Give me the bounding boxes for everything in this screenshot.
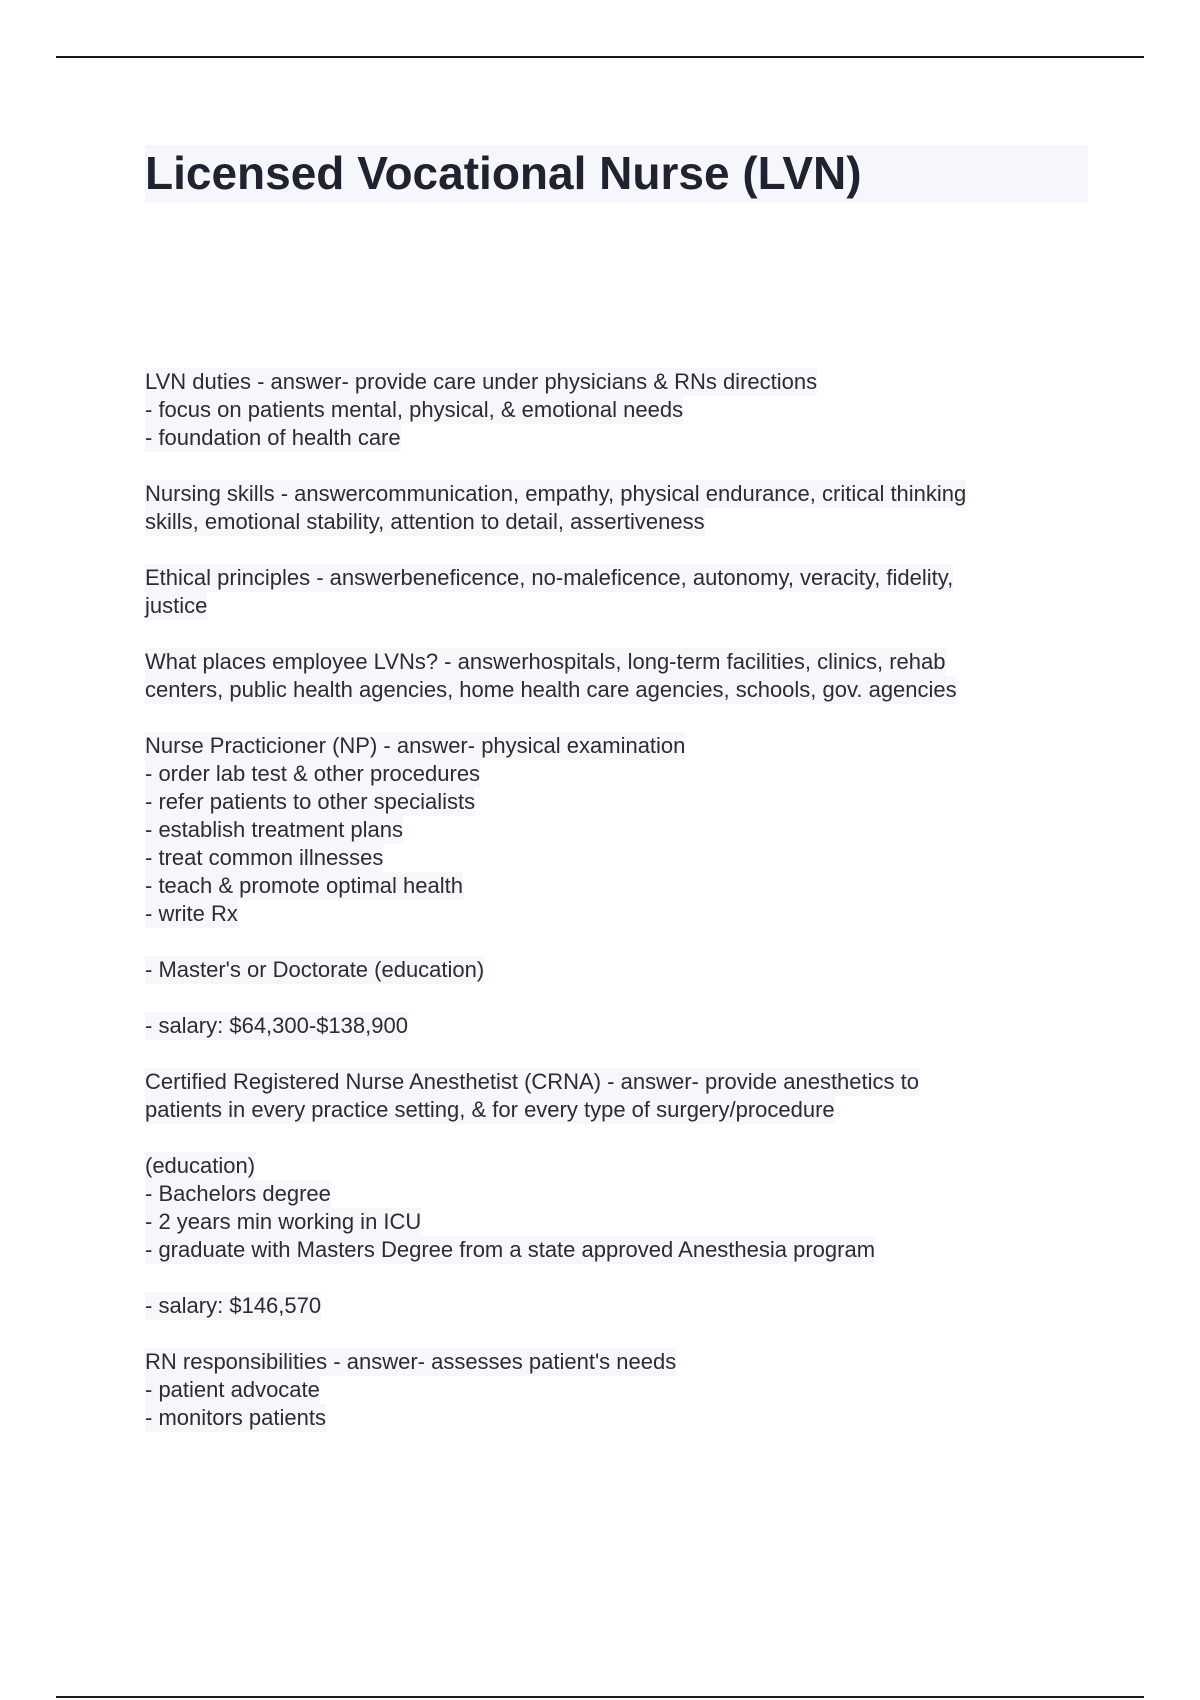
entry-text-line: - graduate with Masters Degree from a state approved Anesthesia program xyxy=(145,1237,876,1262)
entry-text-line: - order lab test & other procedures xyxy=(145,761,481,786)
entry-text-line: - focus on patients mental, physical, & emotional needs xyxy=(145,397,684,422)
entry-text-line: centers, public health agencies, home health care agencies, schools, gov. agencies xyxy=(145,677,957,702)
entry-text-line: - treat common illnesses xyxy=(145,845,384,870)
entry-text-line: justice xyxy=(145,593,208,618)
entry-text-line: - salary: $146,570 xyxy=(145,1293,322,1318)
entry-text-line: - salary: $64,300-$138,900 xyxy=(145,1013,408,1038)
flashcard-entry xyxy=(145,564,1095,620)
flashcard-entry xyxy=(145,1068,1095,1124)
block-spacer xyxy=(145,1124,1095,1152)
entry-text-line: patients in every practice setting, & for every type of surgery/procedure xyxy=(145,1097,835,1122)
entry-text-line: What places employee LVNs? - answerhospitals, long-term facilities, clinics, rehab xyxy=(145,649,946,674)
flashcard-entry xyxy=(145,648,1095,704)
block-spacer xyxy=(145,452,1095,480)
flashcard-entry xyxy=(145,1292,1095,1320)
block-spacer xyxy=(145,1040,1095,1068)
entry-text-line: LVN duties - answer- provide care under physicians & RNs directions xyxy=(145,369,818,394)
entry-text-line: Nurse Practicioner (NP) - answer- physical examination xyxy=(145,733,686,758)
entry-text-line: - foundation of health care xyxy=(145,425,401,450)
entry-text-line: Ethical principles - answerbeneficence, no-maleficence, autonomy, veracity, fidelity, xyxy=(145,565,954,590)
flashcard-entry xyxy=(145,1348,1095,1432)
entry-text-line: Nursing skills - answercommunication, empathy, physical endurance, critical thinking xyxy=(145,481,967,506)
block-spacer xyxy=(145,984,1095,1012)
entry-text-line: - write Rx xyxy=(145,901,238,926)
entry-text-line: - establish treatment plans xyxy=(145,817,404,842)
flashcard-entry xyxy=(145,1012,1095,1040)
entry-text-line: RN responsibilities - answer- assesses patient's needs xyxy=(145,1349,677,1374)
block-spacer xyxy=(145,928,1095,956)
bottom-divider xyxy=(56,1696,1144,1698)
title-banner xyxy=(145,145,1088,202)
block-spacer xyxy=(145,620,1095,648)
block-spacer xyxy=(145,1264,1095,1292)
flashcard-entry xyxy=(145,732,1095,928)
block-spacer xyxy=(145,536,1095,564)
entry-text-line: - refer patients to other specialists xyxy=(145,789,476,814)
entry-text-line: - patient advocate xyxy=(145,1377,320,1402)
entry-text-line: - Bachelors degree xyxy=(145,1181,331,1206)
flashcard-entry xyxy=(145,368,1095,452)
top-divider xyxy=(56,56,1144,58)
entry-text-line: skills, emotional stability, attention to detail, assertiveness xyxy=(145,509,705,534)
flashcard-entry xyxy=(145,480,1095,536)
document-body xyxy=(145,368,1095,1432)
entry-text-line: Certified Registered Nurse Anesthetist (CRNA) - answer- provide anesthetics to xyxy=(145,1069,919,1094)
entry-text-line: - Master's or Doctorate (education) xyxy=(145,957,485,982)
block-spacer xyxy=(145,704,1095,732)
block-spacer xyxy=(145,1320,1095,1348)
flashcard-entry xyxy=(145,1152,1095,1264)
entry-text-line: (education) xyxy=(145,1153,256,1178)
page-title: Licensed Vocational Nurse (LVN) xyxy=(145,147,862,199)
entry-text-line: - monitors patients xyxy=(145,1405,326,1430)
entry-text-line: - teach & promote optimal health xyxy=(145,873,463,898)
flashcard-entry xyxy=(145,956,1095,984)
entry-text-line: - 2 years min working in ICU xyxy=(145,1209,422,1234)
